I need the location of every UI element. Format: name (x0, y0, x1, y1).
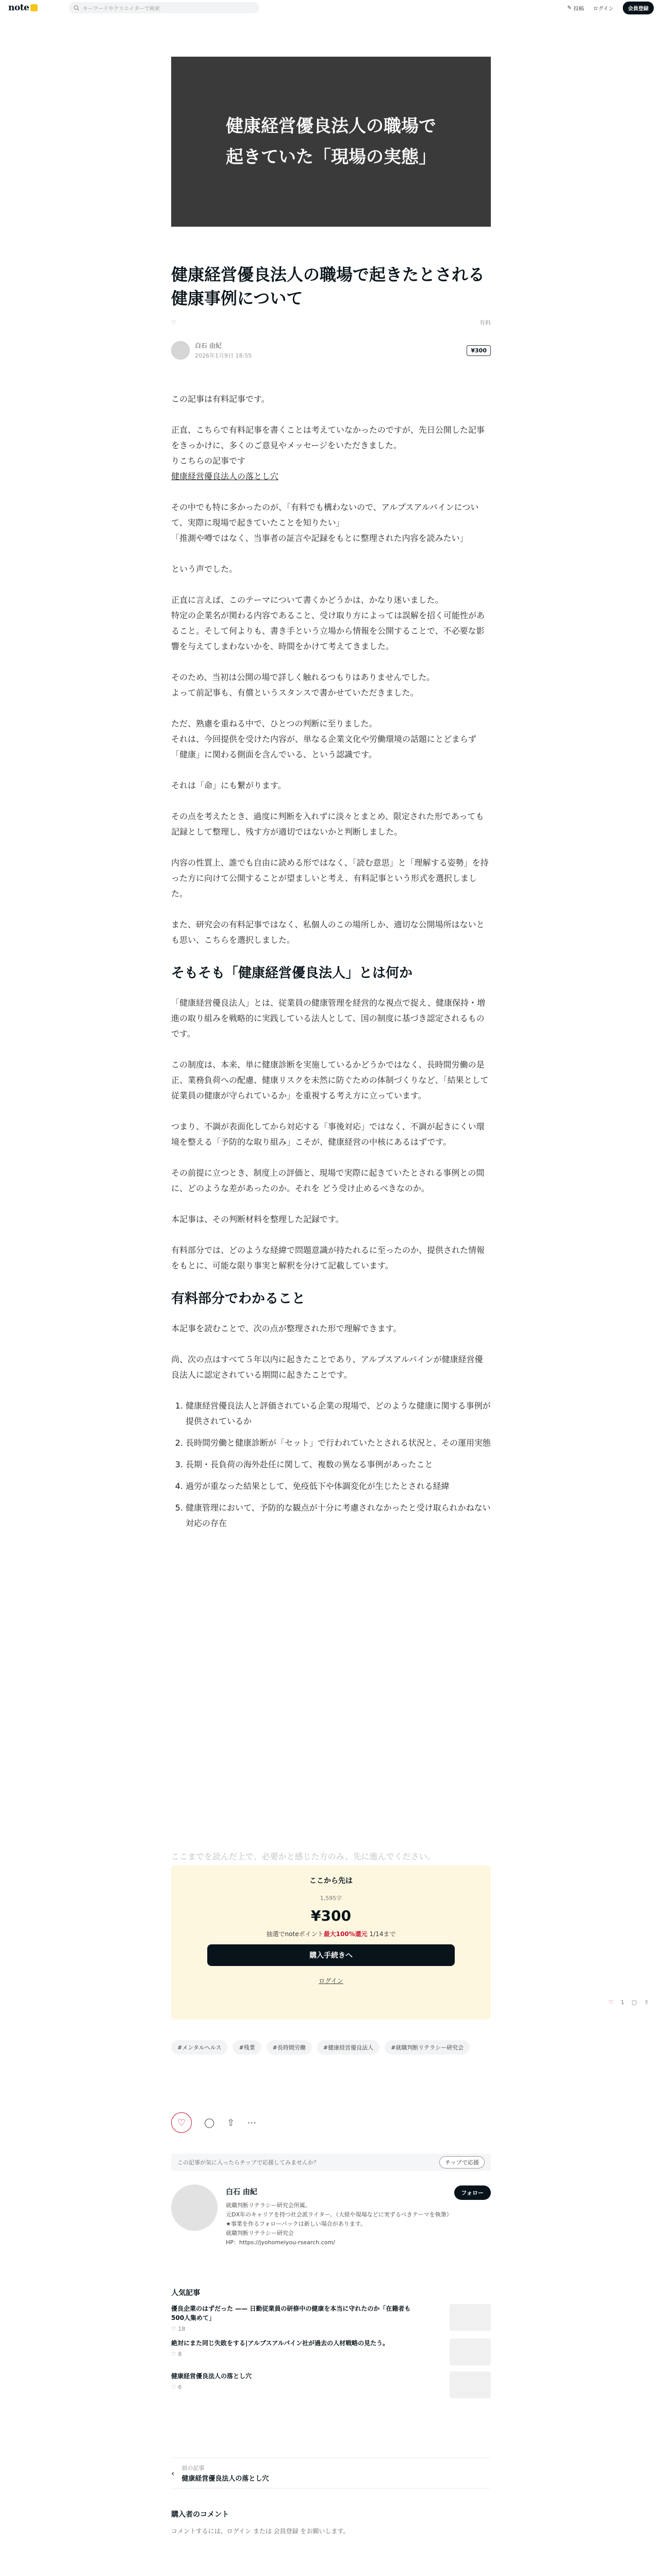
chevron-left-icon: ‹ (171, 2468, 175, 2478)
profile-name[interactable]: 白石 由紀 (226, 2188, 257, 2196)
buyer-text: コメントするには、ログイン または 会員登録 をお願いします。 (171, 2528, 350, 2535)
prev-article-link[interactable]: 健康経営優良法人の落とし穴 (171, 471, 279, 481)
paragraph: 本記事は、その判断材料を整理した記録です。 (171, 1214, 344, 1224)
logo-badge-icon (30, 4, 38, 11)
tag-list (171, 2040, 491, 2055)
buyer-heading: 購入者のコメント (171, 2511, 229, 2519)
pencil-icon: ✎ (567, 5, 572, 11)
paragraph: 本記事を読むことで、次の点が整理された形で理解できます。 (171, 1324, 402, 1333)
paragraph: 内容の性質上、誰でも自由に読める形ではなく、「読む意思」と「理解する姿勢」を持った方に向けて公開することが望ましいと考え、有料記事という形式を選択しました。 (171, 858, 489, 899)
paragraph: また、研究会の有料記事ではなく、私個人のこの場所しか、適切な公開場所はないとも思い、こちらを選択しました。 (171, 920, 485, 945)
author-row (171, 340, 491, 361)
profile-bio: 就職判断リテラシー研究会所属。 元DX年のキャリアを持つ社会派ライター。（大組や現場などに実ずるべきテーマを執筆） ★事業を作るフォローバックは新しい場合があります。 就職判断リテラシー研究会 HP：https://jyohomeiyou-rsearch.com/ (226, 2202, 452, 2246)
paragraph: この記事は有料記事です。 (171, 394, 270, 404)
prev-article-nav[interactable] (171, 2458, 491, 2488)
signup-button[interactable]: 会員登録 (623, 2, 654, 14)
paywall-price: ¥300 (311, 1907, 351, 1924)
profile-avatar[interactable] (171, 2184, 218, 2231)
like-count: 1 (620, 1999, 624, 2006)
list-item: 4. 過労が重なった結果として、免疫低下や体調変化が生じたとされる経緯 (186, 1479, 491, 1494)
follow-button[interactable]: フォロー (454, 2185, 491, 2200)
hero-image (171, 57, 491, 227)
more-icon[interactable]: ⋯ (247, 2117, 257, 2128)
comment-icon[interactable]: ▢ (631, 1999, 637, 2006)
paragraph: ただ、熟慮を重ねる中で、ひとつの判断に至りました。 それは、今回提供を受けた内容が、単なる企業文化や労働環境の話題にとどまらず「健康」に関わる側面を含んでいる、という認識です。 (171, 719, 477, 759)
paywall-login-link[interactable]: ログイン (319, 1977, 343, 1985)
share-icon[interactable]: ⇧ (227, 2117, 235, 2128)
author-name[interactable]: 白石 由紀 (195, 342, 222, 349)
popular-likes: ♡ 6 (171, 2384, 182, 2391)
like-button[interactable]: ♡ (171, 2112, 192, 2133)
search-placeholder: キーワードやクリエイターで検索 (82, 6, 160, 12)
buyer-comments (171, 2509, 491, 2535)
tag[interactable]: #就職判断リテラシー研究会 (385, 2040, 470, 2055)
paid-content-list (186, 1398, 491, 1531)
action-row (171, 2112, 491, 2133)
top-nav (0, 0, 662, 15)
paragraph: 有料部分では、どのような経緯で問題意識が持たれるに至ったのか、提供された情報をもとに、可能な限り事実と解釈を分けて記載しています。 (171, 1245, 485, 1270)
note-logo[interactable] (8, 3, 38, 13)
popular-title: 優良企業のはずだった —— 日勤従業員の研修中の健康を本当に守れたのか「在籍者も500人集めて」 (171, 2305, 411, 2321)
paywall-point-campaign: 抽選でnoteポイント最大100%還元 1/14まで (266, 1930, 396, 1938)
paid-label: 有料 (479, 319, 491, 326)
author-avatar[interactable] (171, 341, 190, 360)
faded-teaser: ここまでを読んだ上で、必要かと感じた方のみ、先に進んでください。 (171, 1852, 436, 1861)
popular-title: 絶対にまた同じ失敗をする|アルプスアルパイン社が過去の人材戦略の見たう。 (171, 2340, 389, 2347)
popular-likes: ♡ 18 (171, 2326, 186, 2332)
paragraph: その中でも特に多かったのが、「有料でも構わないので、アルプスアルパインについて、実際に現場で起きていたことを知りたい」 「推測や噂ではなく、当事者の証言や記録をもとに整理された内容を読みたい」 (171, 502, 479, 543)
paragraph: 正直、こちらで有料記事を書くことは考えていなかったのですが、先日公開した記事をきっかけに、多くのご意見やメッセージをいただきました。 りこちらの記事です 健康経営優良法人の落とし穴 (171, 425, 485, 481)
paragraph: その前提に立つとき、制度上の評価と、現場で実際に起きていたとされる事例との間に、どのような差があったのか。それを どう受け止めるべきなのか。 (171, 1168, 485, 1193)
heart-icon[interactable]: ♡ (608, 1999, 614, 2006)
section-heading: 有料部分でわかること (171, 1291, 306, 1307)
tag[interactable]: #残業 (233, 2040, 261, 2055)
list-item: 1. 健康経営優良法人と評価されている企業の現場で、どのような健康に関する事例が提供されているか (186, 1398, 491, 1429)
hero-line-2: 起きていた「現場の実態」 (226, 147, 436, 167)
search-input[interactable] (69, 2, 259, 13)
popular-heading: 人気記事 (171, 2289, 200, 2297)
share-icon[interactable]: ⇪ (644, 1999, 649, 2006)
heart-icon[interactable]: ♡ (171, 319, 176, 326)
popular-thumbnail (450, 2371, 491, 2398)
comment-icon[interactable]: ◯ (204, 2117, 215, 2128)
author-profile (171, 2184, 491, 2247)
post-date: 2026年1月9日 18:55 (195, 352, 252, 359)
floating-actions (608, 1999, 649, 2006)
paragraph: 正直に言えば、このテーマについて書くかどうかは、かなり迷いました。 特定の企業名が関わる内容であること、受け取り方によっては誤解を招く可能性があること。そして何よりも、書き手という立場から情報を公開することで、不必要な影響を与えてしまわないかを、時間をかけて考えてきました。 (171, 595, 485, 651)
price-badge[interactable]: ¥300 (467, 345, 491, 356)
list-item[interactable] (171, 2304, 491, 2332)
paragraph: つまり、不調が表面化してから対応する「事後対応」ではなく、不調が起きにくい環境を整える「予防的な取り組み」こそが、健康経営の中核にあるはずです。 (171, 1122, 485, 1147)
popular-likes: ♡ 8 (171, 2351, 182, 2358)
paragraph: それは「命」にも繋がります。 (171, 781, 286, 790)
paragraph: という声でした。 (171, 564, 238, 574)
tip-button[interactable]: チップで応援 (439, 2156, 485, 2168)
paragraph: 「健康経営優良法人」とは、従業員の健康管理を経営的な視点で捉え、健康保持・増進の取り組みを戦略的に実践している法人として、国の制度に基づき認定されるものです。 (171, 998, 485, 1039)
list-item: 3. 長期・長負荷の海外赴任に関して、複数の異なる事例があったこと (186, 1457, 491, 1472)
list-item[interactable] (171, 2371, 491, 2398)
popular-thumbnail (450, 2338, 491, 2365)
paragraph: その点を考えたとき、過度に判断を入れずに淡々とまとめ、限定された形であっても記録として整理し、残す方が適切ではないかと判断しました。 (171, 811, 484, 837)
article-body (171, 392, 491, 1547)
popular-articles (171, 2287, 491, 2398)
prev-title: 健康経営優良法人の落とし穴 (181, 2475, 269, 2483)
list-item[interactable] (171, 2338, 491, 2365)
hero-line-1: 健康経営優良法人の職場で (226, 116, 436, 137)
paragraph: この制度は、本来、単に健康診断を実施しているかどうかではなく、長時間労働の是正、業務負荷への配慮、健康リスクを未然に防ぐための体制づくりなど、「結果として従業員の健康が守られているか」を重視する考え方に立っています。 (171, 1060, 489, 1100)
popular-title: 健康経営優良法人の落とし穴 (171, 2372, 252, 2380)
post-label: 投稿 (573, 6, 584, 12)
tag[interactable]: #健康経営優良法人 (317, 2040, 379, 2055)
section-heading: そもそも「健康経営優良法人」とは何か (171, 965, 413, 981)
article-title: 健康経営優良法人の職場で起きたとされる健康事例について (171, 265, 485, 308)
list-item: 5. 健康管理において、予防的な観点が十分に考慮されなかったと受け取られかねない対応の存在 (186, 1500, 491, 1531)
post-button[interactable] (567, 4, 584, 12)
paywall-box (171, 1865, 491, 2020)
tip-text: この記事が気に入ったらチップで応援してみませんか？ (177, 2159, 319, 2166)
list-item: 2. 長時間労働と健康診断が「セット」で行われていたとされる状況と、その運用実態 (186, 1435, 491, 1451)
login-button[interactable]: ログイン (593, 6, 614, 12)
paragraph: 尚、次の点はすべて５年以内に起きたことであり、アルプスアルパインが健康経営優良法人に認定されている期間に起きたことです。 (171, 1354, 483, 1380)
paywall-label: ここから先は (309, 1877, 353, 1885)
prev-label: 前の記事 (181, 2464, 205, 2471)
popular-thumbnail (450, 2304, 491, 2331)
tag[interactable]: #メンタルヘルス (171, 2040, 227, 2055)
paragraph: そのため、当初は公開の場で詳しく触れるつもりはありませんでした。 よって前記事も、有償というスタンスで書かせていただきました。 (171, 672, 435, 698)
article-meta-row (171, 317, 491, 328)
tip-bar (171, 2154, 491, 2171)
buy-button[interactable]: 購入手続きへ (207, 1944, 455, 1966)
search-icon (74, 5, 79, 11)
paywall-char-count: 1,595字 (320, 1895, 342, 1902)
logo-text: note (8, 3, 29, 13)
tag[interactable]: #長時間労働 (267, 2040, 312, 2055)
